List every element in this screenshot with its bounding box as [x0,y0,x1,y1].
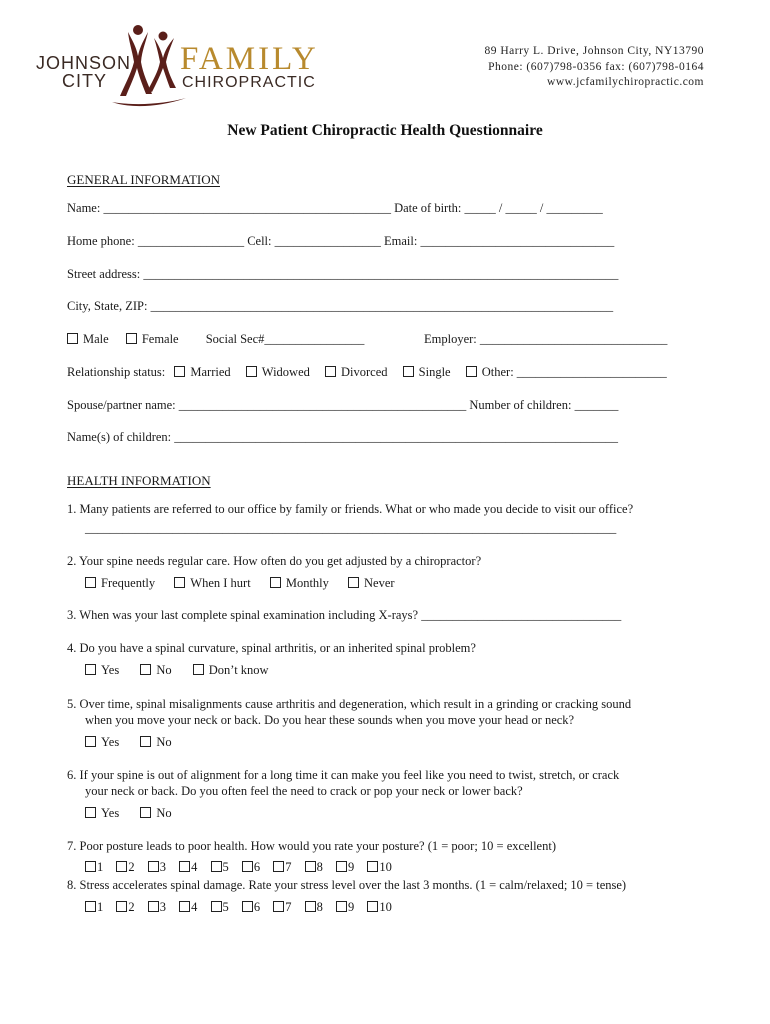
checkbox-icon[interactable] [85,807,96,818]
question-7-scale [85,860,402,875]
female-option[interactable] [126,332,179,347]
q8-option-2[interactable] [116,900,134,915]
question-3[interactable]: 3. When was your last complete spinal examination including X-rays? ________________________________ [67,608,622,622]
checkbox-icon[interactable] [179,861,190,872]
checkbox-icon[interactable] [140,664,151,675]
street-address-line[interactable]: Street address: ____________________________________________________________________________ [67,267,619,281]
question-2-options [85,576,409,591]
employer-field[interactable]: Employer: ______________________________ [424,332,668,346]
q8-label-4: 4 [191,900,198,914]
when-i-hurt-option[interactable] [174,576,250,591]
practice-street-address: 89 Harry L. Drive, Johnson City, NY13790 [484,45,704,57]
q8-label-10: 10 [379,900,392,914]
single-label: Single [418,365,451,379]
married-label: Married [190,365,231,379]
checkbox-icon[interactable] [466,366,477,377]
q7-option-3[interactable] [148,860,166,875]
checkbox-icon[interactable] [273,901,284,912]
q7-label-4: 4 [191,860,198,874]
question-5-options [85,735,186,750]
q7-option-5[interactable] [211,860,229,875]
checkbox-icon[interactable] [140,807,151,818]
checkbox-icon[interactable] [179,901,190,912]
q5-no-label: No [156,735,172,749]
when-i-hurt-label: When I hurt [190,576,251,590]
q8-label-9: 9 [348,900,355,914]
q7-label-6: 6 [253,860,261,874]
q8-option-10[interactable] [367,900,392,915]
q4-yes-option[interactable] [85,663,119,678]
q8-label-5: 5 [222,900,229,914]
page-title: New Patient Chiropractic Health Questionnaire [227,122,543,139]
q8-label-1: 1 [97,900,104,914]
checkbox-icon[interactable] [85,901,96,912]
never-option[interactable] [348,576,395,591]
q8-label-6: 6 [253,900,261,914]
checkbox-icon[interactable] [270,577,281,588]
q8-option-6[interactable] [242,900,260,915]
q7-label-8: 8 [316,860,323,874]
spouse-children-count-line[interactable]: Spouse/partner name: ______________________________________________ Number of children: _______ [67,398,619,412]
q7-label-5: 5 [222,860,229,874]
widowed-option[interactable] [246,365,310,380]
checkbox-icon[interactable] [85,664,96,675]
q6-yes-option[interactable] [85,806,119,821]
general-information-heading: GENERAL INFORMATION [67,172,220,187]
q8-label-7: 7 [285,900,292,914]
q4-no-option[interactable] [140,663,171,678]
q7-label-10: 10 [379,860,392,874]
question-1-answer-line[interactable]: _____________________________________________________________________________________ [85,521,617,535]
relationship-status-row [67,365,667,380]
checkbox-icon[interactable] [242,861,253,872]
question-6-options [85,806,186,821]
checkbox-icon[interactable] [348,577,359,588]
checkbox-icon[interactable] [211,861,222,872]
q8-option-4[interactable] [179,900,197,915]
q7-option-10[interactable] [367,860,392,875]
checkbox-icon[interactable] [148,861,159,872]
q7-label-2: 2 [128,860,135,874]
q7-option-8[interactable] [305,860,323,875]
checkbox-icon[interactable] [242,901,253,912]
q5-yes-option[interactable] [85,735,119,750]
q8-option-5[interactable] [211,900,229,915]
question-4-options [85,663,283,678]
question-6-line-2: your neck or back. Do you often feel the need to crack or pop your neck or lower back? [85,784,523,798]
checkbox-icon[interactable] [305,901,316,912]
male-label: Male [83,332,109,346]
q8-label-8: 8 [316,900,323,914]
q7-option-4[interactable] [179,860,197,875]
q4-dont-know-option[interactable] [193,663,269,678]
male-option[interactable] [67,332,109,347]
checkbox-icon[interactable] [336,901,347,912]
q6-no-label: No [156,806,172,820]
q8-option-7[interactable] [273,900,291,915]
female-label: Female [141,332,179,346]
q8-option-8[interactable] [305,900,323,915]
relationship-status-label: Relationship status: [67,365,166,379]
q4-no-label: No [156,663,172,677]
checkbox-icon[interactable] [336,861,347,872]
other-option[interactable] [466,365,667,380]
other-label: Other: ________________________ [481,365,667,379]
question-8-scale [85,900,402,915]
checkbox-icon[interactable] [126,333,137,344]
question-4: 4. Do you have a spinal curvature, spinal arthritis, or an inherited spinal problem? [67,641,476,655]
health-information-heading: HEALTH INFORMATION [67,473,211,488]
q7-option-9[interactable] [336,860,354,875]
single-option[interactable] [403,365,451,380]
city-state-zip-line[interactable]: City, State, ZIP: __________________________________________________________________________ [67,299,614,313]
checkbox-icon[interactable] [367,861,378,872]
divorced-label: Divorced [341,365,388,379]
question-8: 8. Stress accelerates spinal damage. Rate your stress level over the last 3 months. (1 = calm/relaxed; 10 = tense) [67,878,627,892]
widowed-label: Widowed [261,365,310,379]
checkbox-icon[interactable] [67,333,78,344]
frequently-label: Frequently [101,576,156,590]
q6-yes-label: Yes [101,806,120,820]
question-6-line-1: 6. If your spine is out of alignment for a long time it can make you feel like you need to twist, stretch, or crack [67,768,620,782]
checkbox-icon[interactable] [193,664,204,675]
never-label: Never [364,576,395,590]
practice-logo [32,18,319,108]
q7-option-2[interactable] [116,860,134,875]
children-names-line[interactable]: Name(s) of children: _______________________________________________________________________ [67,430,619,444]
checkbox-icon[interactable] [174,577,185,588]
q8-label-2: 2 [128,900,135,914]
checkbox-icon[interactable] [174,366,185,377]
checkbox-icon[interactable] [367,901,378,912]
logo-text-family: FAMILY [180,41,319,77]
logo-text-johnson: JOHNSON [36,53,132,73]
gender-ssn-employer-row [67,332,364,347]
q5-no-option[interactable] [140,735,171,750]
checkbox-icon[interactable] [116,861,127,872]
q7-option-1[interactable] [85,860,103,875]
q7-option-7[interactable] [273,860,291,875]
married-option[interactable] [174,365,230,380]
social-security-field[interactable]: Social Sec#________________ [205,332,365,346]
question-2: 2. Your spine needs regular care. How often do you get adjusted by a chiropractor? [67,554,482,568]
q7-label-3: 3 [159,860,166,874]
phone-email-line[interactable]: Home phone: _________________ Cell: _________________ Email: _______________________________ [67,234,615,248]
q4-yes-label: Yes [101,663,120,677]
frequently-option[interactable] [85,576,155,591]
logo-text-city: CITY [62,71,108,91]
checkbox-icon[interactable] [403,366,414,377]
monthly-option[interactable] [270,576,329,591]
q7-label-7: 7 [285,860,292,874]
logo-text-chiropractic: CHIROPRACTIC [182,74,316,91]
q5-yes-label: Yes [101,735,120,749]
checkbox-icon[interactable] [148,901,159,912]
checkbox-icon[interactable] [246,366,257,377]
q7-label-9: 9 [348,860,355,874]
divorced-option[interactable] [325,365,388,380]
checkbox-icon[interactable] [211,901,222,912]
monthly-label: Monthly [285,576,329,590]
checkbox-icon[interactable] [305,861,316,872]
q4-dont-know-label: Don’t know [208,663,269,677]
name-dob-line[interactable]: Name: ______________________________________________ Date of birth: _____ / _____ / _________ [67,201,603,215]
checkbox-icon[interactable] [273,861,284,872]
q7-option-6[interactable] [242,860,260,875]
q8-option-3[interactable] [148,900,166,915]
checkbox-icon[interactable] [85,577,96,588]
practice-phone-fax: Phone: (607)798-0356 fax: (607)798-0164 [488,61,704,73]
q6-no-option[interactable] [140,806,171,821]
checkbox-icon[interactable] [85,736,96,747]
practice-website: www.jcfamilychiropractic.com [547,76,704,88]
question-5-line-1: 5. Over time, spinal misalignments cause arthritis and degeneration, which result in a grinding or cracking sound [67,697,632,711]
checkbox-icon[interactable] [325,366,336,377]
checkbox-icon[interactable] [116,901,127,912]
q8-option-1[interactable] [85,900,103,915]
q8-label-3: 3 [159,900,166,914]
q8-option-9[interactable] [336,900,354,915]
checkbox-icon[interactable] [140,736,151,747]
checkbox-icon[interactable] [85,861,96,872]
question-5-line-2: when you move your neck or back. Do you hear these sounds when you move your head or neck? [85,713,575,727]
question-1: 1. Many patients are referred to our office by family or friends. What or who made you decide to visit our office? [67,502,634,516]
question-7: 7. Poor posture leads to poor health. How would you rate your posture? (1 = poor; 10 = excellent) [67,839,556,853]
q7-label-1: 1 [97,860,104,874]
